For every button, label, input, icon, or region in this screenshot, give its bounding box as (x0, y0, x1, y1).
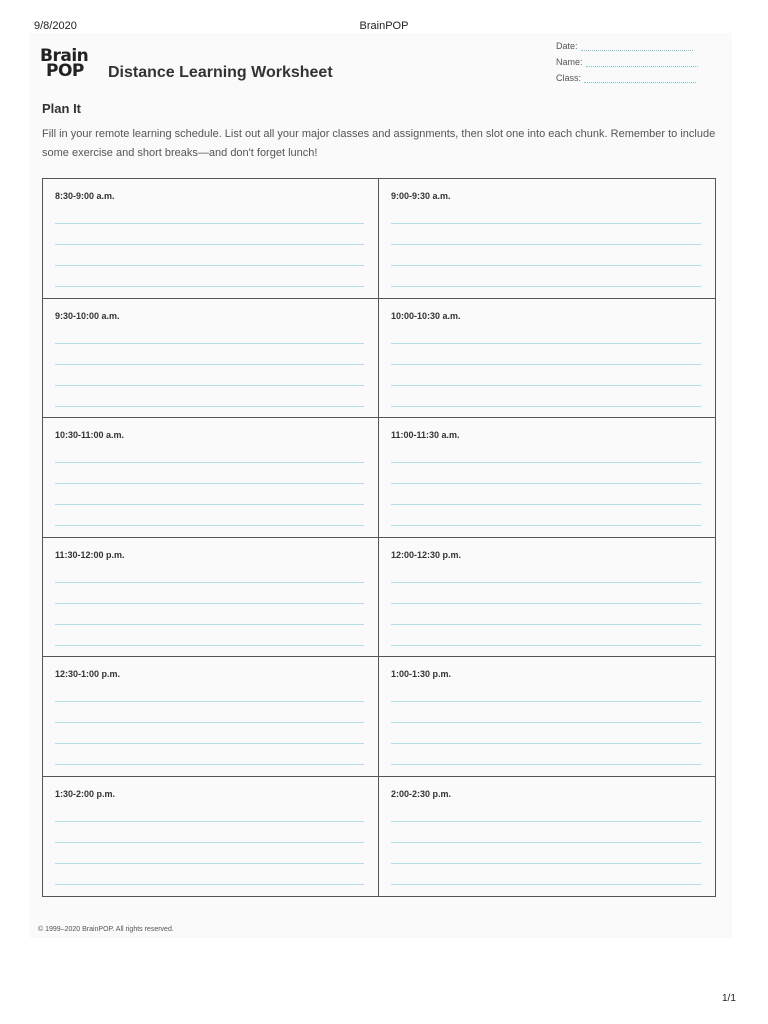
class-field[interactable] (556, 73, 696, 83)
time-slot-label: 11:30-12:00 p.m. (55, 549, 125, 560)
writing-line[interactable] (391, 323, 701, 344)
writing-line[interactable] (55, 864, 364, 885)
writing-line[interactable] (391, 266, 701, 287)
time-slot-label: 1:30-2:00 p.m. (55, 788, 116, 799)
name-field[interactable] (556, 57, 698, 67)
writing-line[interactable] (55, 625, 364, 646)
writing-line[interactable] (391, 562, 701, 583)
writing-line[interactable] (55, 266, 364, 287)
writing-line[interactable] (55, 365, 364, 386)
schedule-cell[interactable] (379, 538, 715, 658)
writing-line[interactable] (55, 562, 364, 583)
brainpop-logo (40, 46, 89, 81)
writing-line[interactable] (391, 463, 701, 484)
worksheet-page (30, 33, 732, 938)
name-label: Name: (556, 57, 583, 67)
writing-line[interactable] (55, 245, 364, 266)
date-label: Date: (556, 41, 578, 51)
copyright: © 1999–2020 BrainPOP. All rights reserved. (38, 926, 174, 933)
name-line[interactable] (586, 58, 698, 67)
date-line[interactable] (581, 42, 693, 51)
writing-line[interactable] (391, 702, 701, 723)
writing-line[interactable] (55, 744, 364, 765)
writing-line[interactable] (391, 224, 701, 245)
schedule-cell[interactable] (43, 418, 379, 538)
writing-line[interactable] (55, 822, 364, 843)
time-slot-label: 12:00-12:30 p.m. (391, 549, 462, 560)
schedule-cell[interactable] (43, 657, 379, 777)
writing-line[interactable] (391, 864, 701, 885)
writing-line[interactable] (391, 344, 701, 365)
writing-line[interactable] (391, 203, 701, 224)
time-slot-label: 9:30-10:00 a.m. (55, 310, 120, 321)
time-slot-label: 10:00-10:30 a.m. (391, 310, 461, 321)
schedule-cell[interactable] (379, 777, 715, 897)
worksheet-title: Distance Learning Worksheet (108, 64, 333, 81)
section-title: Plan It (42, 101, 82, 116)
writing-line[interactable] (391, 801, 701, 822)
writing-line[interactable] (55, 583, 364, 604)
writing-line[interactable] (391, 843, 701, 864)
writing-line[interactable] (391, 365, 701, 386)
print-title: BrainPOP (359, 20, 409, 32)
logo-line-2: POP (46, 61, 84, 81)
writing-line[interactable] (55, 723, 364, 744)
writing-line[interactable] (391, 442, 701, 463)
time-slot-label: 8:30-9:00 a.m. (55, 191, 115, 201)
page-number: 1/1 (722, 993, 736, 1004)
writing-line[interactable] (55, 224, 364, 245)
writing-line[interactable] (55, 344, 364, 365)
writing-line[interactable] (391, 505, 701, 526)
schedule-grid (42, 178, 716, 897)
time-slot-label: 11:00-11:30 a.m. (391, 430, 460, 440)
time-slot-label: 9:00-9:30 a.m. (391, 191, 451, 201)
time-slot-label: 12:30-1:00 p.m. (55, 669, 121, 679)
writing-line[interactable] (391, 681, 701, 702)
writing-line[interactable] (391, 386, 701, 407)
writing-line[interactable] (391, 822, 701, 843)
schedule-cell[interactable] (379, 299, 715, 419)
schedule-cell[interactable] (379, 657, 715, 777)
writing-line[interactable] (55, 702, 364, 723)
writing-line[interactable] (55, 604, 364, 625)
writing-line[interactable] (391, 723, 701, 744)
writing-line[interactable] (55, 505, 364, 526)
writing-line[interactable] (391, 625, 701, 646)
time-slot-label: 10:30-11:00 a.m. (55, 430, 125, 440)
writing-line[interactable] (55, 463, 364, 484)
writing-line[interactable] (391, 744, 701, 765)
logo-line-1: Brain (40, 46, 89, 66)
writing-line[interactable] (55, 484, 364, 505)
print-date: 9/8/2020 (34, 20, 77, 32)
time-slot-label: 2:00-2:30 p.m. (391, 788, 452, 799)
writing-line[interactable] (391, 245, 701, 266)
time-slot-label: 1:00-1:30 p.m. (391, 669, 452, 679)
writing-line[interactable] (55, 801, 364, 822)
class-line[interactable] (584, 74, 696, 83)
instructions: Fill in your remote learning schedule. List out all your major classes and assignments, then slot one into each chunk. Remember to include some exercise and short breaks—and don't forget lunch! (42, 128, 716, 159)
writing-line[interactable] (55, 203, 364, 224)
writing-line[interactable] (55, 681, 364, 702)
schedule-cell[interactable] (43, 777, 379, 897)
writing-line[interactable] (55, 386, 364, 407)
date-field[interactable] (556, 41, 693, 51)
schedule-cell[interactable] (379, 179, 715, 299)
writing-line[interactable] (55, 843, 364, 864)
schedule-cell[interactable] (43, 179, 379, 299)
class-label: Class: (556, 73, 582, 83)
writing-line[interactable] (391, 604, 701, 625)
writing-line[interactable] (391, 583, 701, 604)
writing-line[interactable] (391, 484, 701, 505)
writing-line[interactable] (55, 442, 364, 463)
schedule-cell[interactable] (43, 299, 379, 419)
writing-line[interactable] (55, 323, 364, 344)
schedule-cell[interactable] (379, 418, 715, 538)
schedule-cell[interactable] (43, 538, 379, 658)
